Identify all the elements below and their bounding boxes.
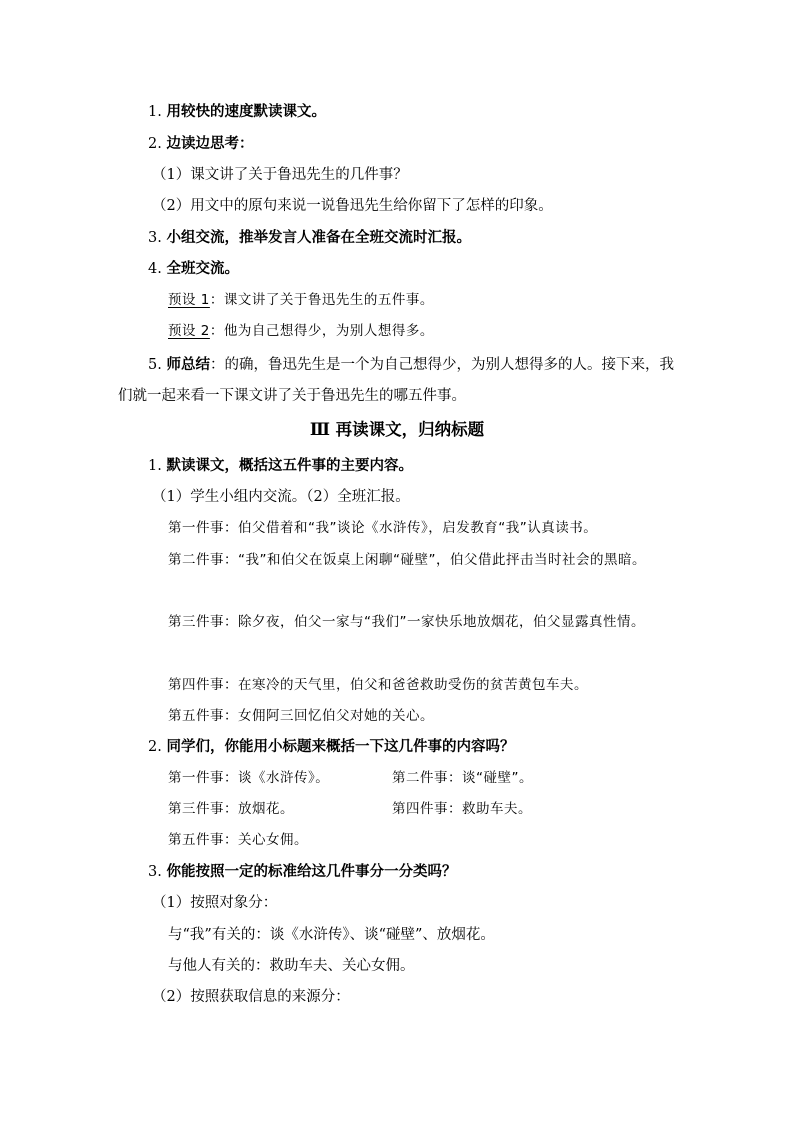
section-heading: Ⅲ 再读课文，归纳标题 — [309, 420, 485, 439]
part-3-sub-2: （2）按照获取信息的来源分： — [152, 989, 350, 1005]
step-4: 4. 全班交流。 — [148, 260, 239, 277]
preset-1: 预设 1：课文讲了关于鲁迅先生的五件事。 — [168, 292, 434, 308]
preset-2: 预设 2：他为自己想得少，为别人想得多。 — [168, 323, 434, 339]
title-4: 第四件事：救助车夫。 — [392, 801, 532, 817]
category-1: 与“我”有关的：谈《水浒传》、谈“碰壁”、放烟花。 — [168, 927, 495, 943]
step-3: 3. 小组交流，推举发言人准备在全班交流时汇报。 — [148, 229, 471, 246]
step-1: 1. 用较快的速度默读课文。 — [148, 103, 326, 120]
part-3-sub-1: （1）按照对象分： — [152, 895, 278, 911]
event-4: 第四件事：在寒冷的天气里，伯父和爸爸救助受伤的贫苦黄包车夫。 — [168, 677, 588, 693]
step-2: 2. 边读边思考： — [148, 135, 254, 152]
event-1: 第一件事：伯父借着和“我”谈论《水浒传》，启发教育“我”认真读书。 — [168, 520, 598, 536]
question-2: （2）用文中的原句来说一说鲁迅先生给你留下了怎样的印象。 — [152, 198, 553, 214]
title-2: 第二件事：谈“碰壁”。 — [392, 770, 533, 786]
teacher-summary: 5. 师总结：的确，鲁迅先生是一个为自己想得少，为别人想得多的人。接下来，我们就一起来看一下课文讲了关于鲁迅先生的哪五件事。 — [118, 356, 674, 404]
title-5: 第五件事：关心女佣。 — [168, 832, 308, 848]
title-1: 第一件事：谈《水浒传》。 — [168, 770, 330, 786]
part-3: 3. 你能按照一定的标准给这几件事分一分类吗？ — [148, 863, 457, 880]
category-2: 与他人有关的：救助车夫、关心女佣。 — [168, 958, 415, 974]
part-1-sub: （1）学生小组内交流。（2）全班汇报。 — [152, 489, 410, 505]
event-3: 第三件事：除夕夜，伯父一家与“我们”一家快乐地放烟花，伯父显露真性情。 — [168, 614, 645, 630]
event-2: 第二件事：“我”和伯父在饭桌上闲聊“碰壁”，伯父借此抨击当时社会的黑暗。 — [168, 552, 646, 568]
title-3: 第三件事：放烟花。 — [168, 801, 294, 817]
part-2: 2. 同学们，你能用小标题来概括一下这几件事的内容吗？ — [148, 738, 515, 755]
question-1: （1）课文讲了关于鲁迅先生的几件事？ — [152, 167, 408, 183]
part-1: 1. 默读课文，概括这五件事的主要内容。 — [148, 457, 413, 474]
event-5: 第五件事：女佣阿三回忆伯父对她的关心。 — [168, 708, 434, 724]
